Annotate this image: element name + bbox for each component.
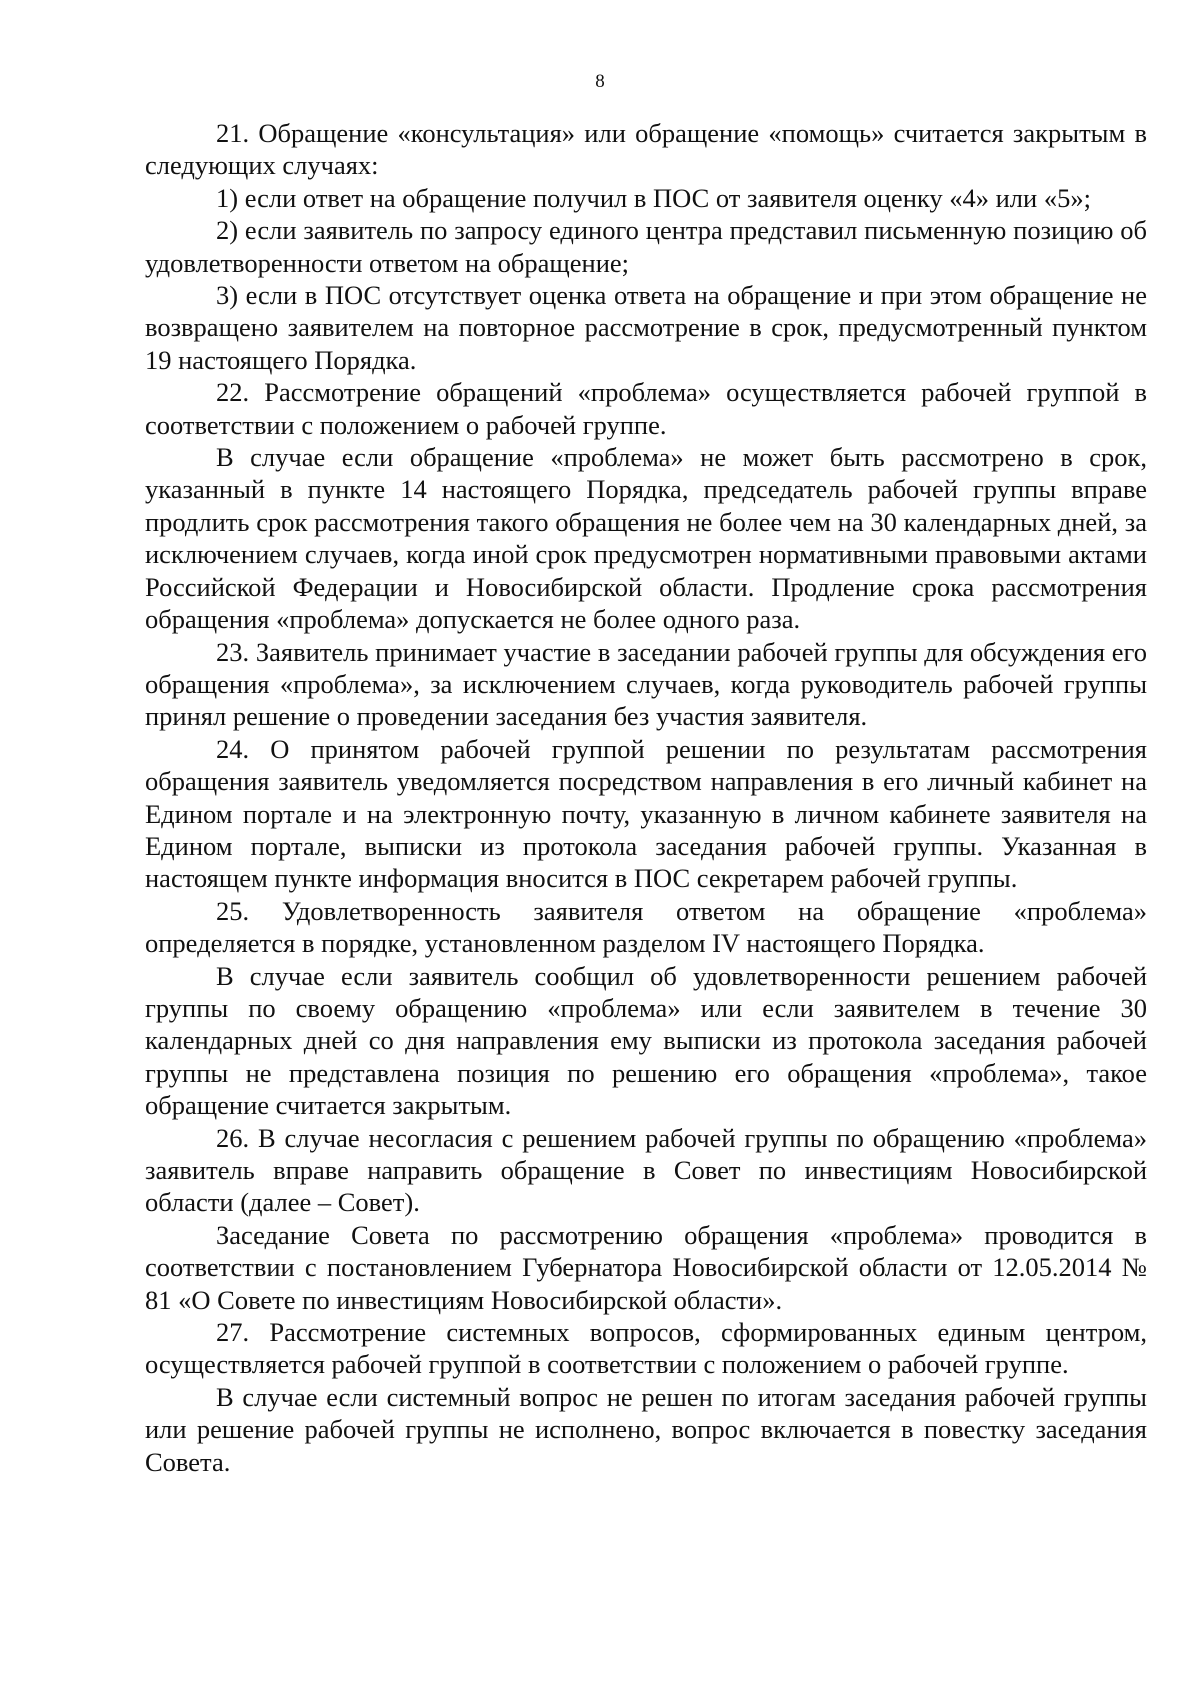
paragraph-24: 24. О принятом рабочей группой решении по результатам рассмотрения обращения заявитель уведомляется посредством направления в его личный кабинет на Едином портале и на электронную почту, указанную в личном кабинете заявителя на Едином портале, выписки из протокола заседания рабочей группы. Указанная в настоящем пункте информация вносится в ПОС секретарем рабочей группы.: [145, 733, 1147, 894]
paragraph-25: 25. Удовлетворенность заявителя ответом на обращение «проблема» определяется в порядке, установленном разделом IV настоящего Порядка.: [145, 895, 1147, 959]
paragraph-27: 27. Рассмотрение системных вопросов, сформированных единым центром, осуществляется рабочей группой в соответствии с положением о рабочей группе.: [145, 1317, 1147, 1380]
paragraph-21: 21. Обращение «консультация» или обращение «помощь» считается закрытым в следующих случаях:: [145, 118, 1147, 181]
paragraph-22: 22. Рассмотрение обращений «проблема» осуществляется рабочей группой в соответствии с положением о рабочей группе.: [145, 377, 1147, 440]
paragraph-25-continued: В случае если заявитель сообщил об удовлетворенности решением рабочей группы по своему обращению «проблема» или если заявителем в течение 30 календарных дней со дня направления ему выписки из протокола заседания рабочей группы не представлена позиция по решению его обращения «проблема», такое обращение считается закрытым.: [145, 960, 1147, 1121]
paragraph-21-item-3: 3) если в ПОС отсутствует оценка ответа на обращение и при этом обращение не возвращено заявителем на повторное рассмотрение в срок, предусмотренный пунктом 19 настоящего Порядка.: [145, 280, 1147, 375]
paragraph-21-item-1: 1) если ответ на обращение получил в ПОС от заявителя оценку «4» или «5»;: [216, 182, 1091, 213]
page-number: 8: [595, 71, 605, 92]
paragraph-26: 26. В случае несогласия с решением рабочей группы по обращению «проблема» заявитель вправе направить обращение в Совет по инвестициям Новосибирской области (далее – Совет).: [145, 1122, 1147, 1218]
paragraph-21-item-2: 2) если заявитель по запросу единого центра представил письменную позицию об удовлетворенности ответом на обращение;: [145, 215, 1147, 278]
document-body: [145, 117, 1147, 1478]
paragraph-26-continued: Заседание Совета по рассмотрению обращения «проблема» проводится в соответствии с постановлением Губернатора Новосибирской области от 12.05.2014 № 81 «О Совете по инвестициям Новосибирской области».: [145, 1219, 1147, 1315]
paragraph-23: 23. Заявитель принимает участие в заседании рабочей группы для обсуждения его обращения «проблема», за исключением случаев, когда руководитель рабочей группы принял решение о проведении заседания без участия заявителя.: [145, 636, 1147, 732]
paragraph-27-continued: В случае если системный вопрос не решен по итогам заседания рабочей группы или решение рабочей группы не исполнено, вопрос включается в повестку заседания Совета.: [145, 1381, 1147, 1477]
paragraph-22-continued: В случае если обращение «проблема» не может быть рассмотрено в срок, указанный в пункте 14 настоящего Порядка, председатель рабочей группы вправе продлить срок рассмотрения такого обращения не более чем на 30 календарных дней, за исключением случаев, когда иной срок предусмотрен нормативными правовыми актами Российской Федерации и Новосибирской области. Продление срока рассмотрения обращения «проблема» допускается не более одного раза.: [145, 442, 1147, 635]
